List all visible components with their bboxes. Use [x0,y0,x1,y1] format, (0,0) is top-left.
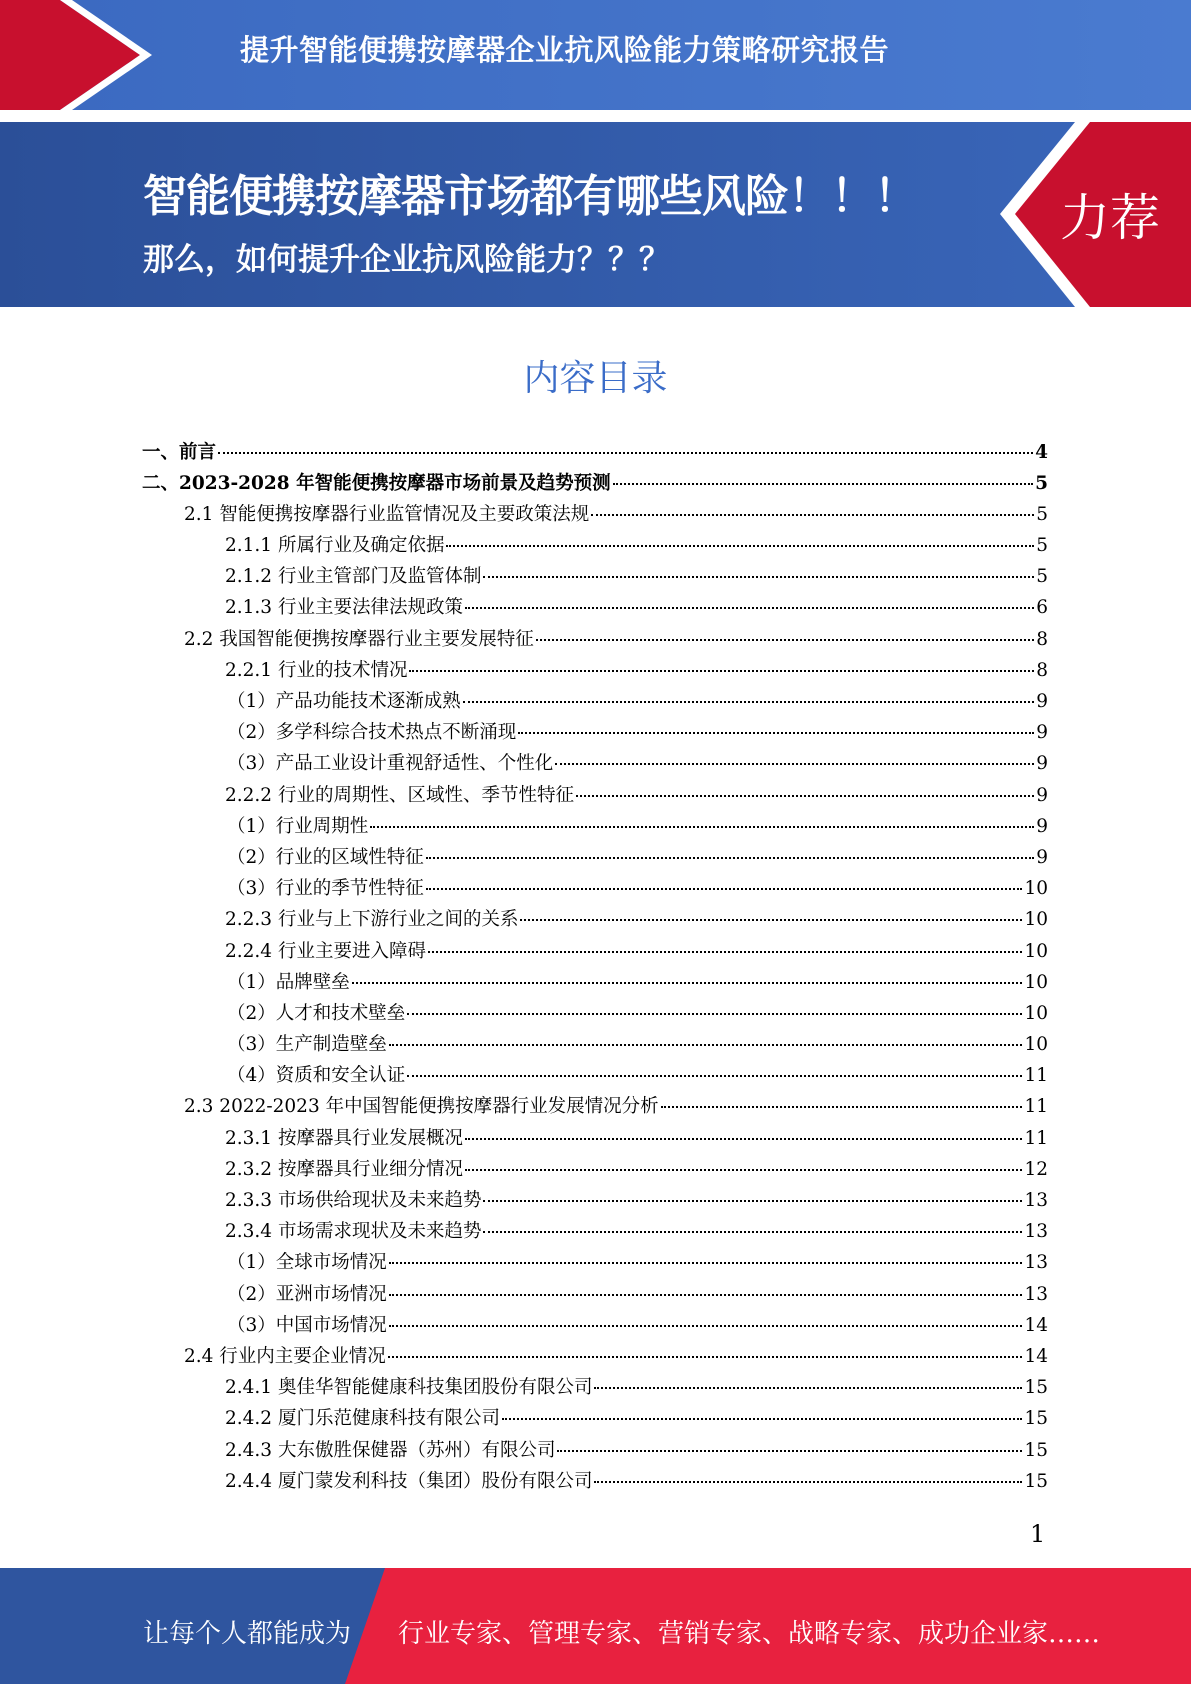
toc-entry-page: 5 [1036,503,1048,525]
toc-entry-page: 13 [1024,1283,1048,1305]
toc-entry-title: （1）全球市场情况 [227,1252,387,1274]
toc-entry-page: 5 [1036,535,1048,557]
toc-entry[interactable] [142,1466,1048,1497]
toc-entry-title: （4）资质和安全认证 [227,1065,406,1087]
toc-entry-title: 2.3.2 按摩器具行业细分情况 [225,1158,463,1180]
report-header-bar [0,0,1191,110]
dot-leader [483,1182,1022,1203]
dot-leader [389,1026,1023,1047]
dot-leader [613,464,1034,485]
toc-entry-title: 2.3.4 市场需求现状及未来趋势 [225,1221,482,1243]
dot-leader [483,1213,1022,1234]
recommend-badge: 力荐 [1060,189,1160,247]
toc-entry-title: 2.4.3 大东傲胜保健器（苏州）有限公司 [225,1439,556,1461]
toc-entry-page: 6 [1036,597,1048,619]
dot-leader [352,963,1023,984]
toc-entry-title: 2.2.4 行业主要进入障碍 [225,940,426,962]
dot-leader [388,1337,1023,1358]
toc-title: 内容目录 [523,358,668,399]
dot-leader [555,745,1034,766]
toc-entry-page: 13 [1024,1190,1048,1211]
toc-entry-page: 9 [1036,691,1048,712]
dot-leader [426,838,1034,859]
dot-leader [661,1088,1023,1109]
dot-leader [520,901,1022,922]
toc-entry-page: 10 [1024,878,1048,900]
toc-entry-title: 2.2 我国智能便携按摩器行业主要发展特征 [184,628,534,650]
toc-entry-title: （2）亚洲市场情况 [227,1283,387,1305]
toc-entry-page: 13 [1024,1252,1048,1274]
toc-entry-title: 一、前言 [142,441,217,463]
dot-leader [483,558,1034,579]
report-title: 提升智能便携按摩器企业抗风险能力策略研究报告 [240,33,890,67]
toc-entry-title: 2.4 行业内主要企业情况 [184,1345,386,1367]
toc-entry-page: 10 [1024,1034,1048,1056]
toc-entry-page: 5 [1035,472,1048,494]
dot-leader [465,1150,1022,1171]
toc-entry-page: 8 [1036,659,1048,681]
table-of-contents [142,437,1048,1497]
toc-entry-title: 2.1.2 行业主管部门及监管体制 [225,566,482,588]
dot-leader [557,1431,1022,1452]
toc-entry-title: 2.4.1 奥佳华智能健康科技集团股份有限公司 [225,1377,593,1399]
toc-entry-page: 11 [1024,1096,1048,1118]
toc-entry-title: （2）人才和技术壁垒 [227,1002,406,1024]
footer-slogan-left: 让每个人都能成为 [143,1619,352,1649]
toc-entry-title: 2.2.1 行业的技术情况 [225,659,408,681]
toc-entry-title: 二、2023-2028 年智能便携按摩器市场前景及趋势预测 [142,472,611,494]
dot-leader [409,651,1034,672]
toc-entry-page: 10 [1024,909,1048,931]
promo-banner [0,122,1191,307]
dot-leader [389,1306,1023,1327]
toc-entry-title: 2.2.2 行业的周期性、区域性、季节性特征 [225,784,574,806]
toc-entry-page: 8 [1036,628,1048,650]
toc-entry-title: （3）生产制造壁垒 [227,1034,387,1056]
dot-leader [370,807,1034,828]
dot-leader [536,620,1034,641]
toc-entry-title: （3）产品工业设计重视舒适性、个性化 [227,753,554,775]
dot-leader [389,1275,1023,1296]
dot-leader [428,932,1022,953]
toc-entry-title: （3）行业的季节性特征 [227,878,424,900]
toc-entry-title: 2.3.3 市场供给现状及未来趋势 [225,1190,482,1211]
dot-leader [576,776,1034,797]
banner-subline: 那么，如何提升企业抗风险能力？？？ [143,242,670,278]
page-number: 1 [1030,1520,1046,1548]
toc-entry-title: 2.4.2 厦门乐范健康科技有限公司 [225,1408,500,1430]
toc-entry-title: 2.2.3 行业与上下游行业之间的关系 [225,909,519,931]
toc-entry-page: 9 [1036,846,1048,868]
toc-entry-title: （2）行业的区域性特征 [227,846,424,868]
toc-entry-page: 10 [1024,1002,1048,1024]
toc-entry-title: 2.1.3 行业主要法律法规政策 [225,597,463,619]
toc-entry-page: 9 [1036,753,1048,775]
toc-entry-page: 11 [1024,1127,1048,1149]
dot-leader [465,589,1034,610]
toc-entry-title: （1）行业周期性 [227,815,369,837]
red-arrow-ribbon [0,0,160,110]
toc-entry-page: 9 [1036,784,1048,806]
dot-leader [407,994,1022,1015]
dot-leader [446,527,1034,548]
toc-entry-page: 10 [1024,940,1048,962]
dot-leader [218,433,1033,454]
toc-entry-title: 2.3.1 按摩器具行业发展概况 [225,1127,463,1149]
toc-entry-title: （3）中国市场情况 [227,1314,387,1336]
toc-entry-page: 9 [1036,722,1048,744]
dot-leader [594,1369,1022,1390]
dot-leader [407,1057,1022,1078]
toc-entry-title: （1）产品功能技术逐渐成熟 [227,691,461,712]
dot-leader [591,495,1034,516]
dot-leader [389,1244,1023,1265]
toc-entry-page: 15 [1024,1470,1048,1492]
dot-leader [426,870,1023,891]
footer-slogan-right: 行业专家、管理专家、营销专家、战略专家、成功企业家…… [398,1619,1101,1649]
toc-entry-title: 2.4.4 厦门蒙发利科技（集团）股份有限公司 [225,1470,593,1492]
toc-entry-page: 14 [1024,1314,1048,1336]
toc-entry-page: 9 [1036,815,1048,837]
dot-leader [502,1400,1022,1421]
toc-entry-page: 12 [1024,1158,1048,1180]
toc-entry-title: 2.3 2022-2023 年中国智能便携按摩器行业发展情况分析 [184,1096,659,1118]
toc-entry-page: 15 [1024,1439,1048,1461]
toc-entry-page: 15 [1024,1408,1048,1430]
dot-leader [518,714,1034,735]
toc-entry-page: 10 [1024,971,1048,993]
toc-entry-page: 5 [1036,566,1048,588]
toc-entry-title: 2.1.1 所属行业及确定依据 [225,535,445,557]
toc-entry-page: 11 [1024,1065,1048,1087]
dot-leader [465,1119,1022,1140]
toc-entry-title: 2.1 智能便携按摩器行业监管情况及主要政策法规 [184,503,590,525]
toc-entry-page: 14 [1024,1345,1048,1367]
dot-leader [594,1462,1022,1483]
toc-entry-page: 13 [1024,1221,1048,1243]
toc-entry-page: 4 [1035,441,1048,463]
dot-leader [463,683,1034,704]
toc-entry-title: （1）品牌壁垒 [227,971,350,993]
toc-entry-page: 15 [1024,1377,1048,1399]
banner-headline: 智能便携按摩器市场都有哪些风险！！！ [143,171,917,222]
toc-entry-title: （2）多学科综合技术热点不断涌现 [227,722,517,744]
